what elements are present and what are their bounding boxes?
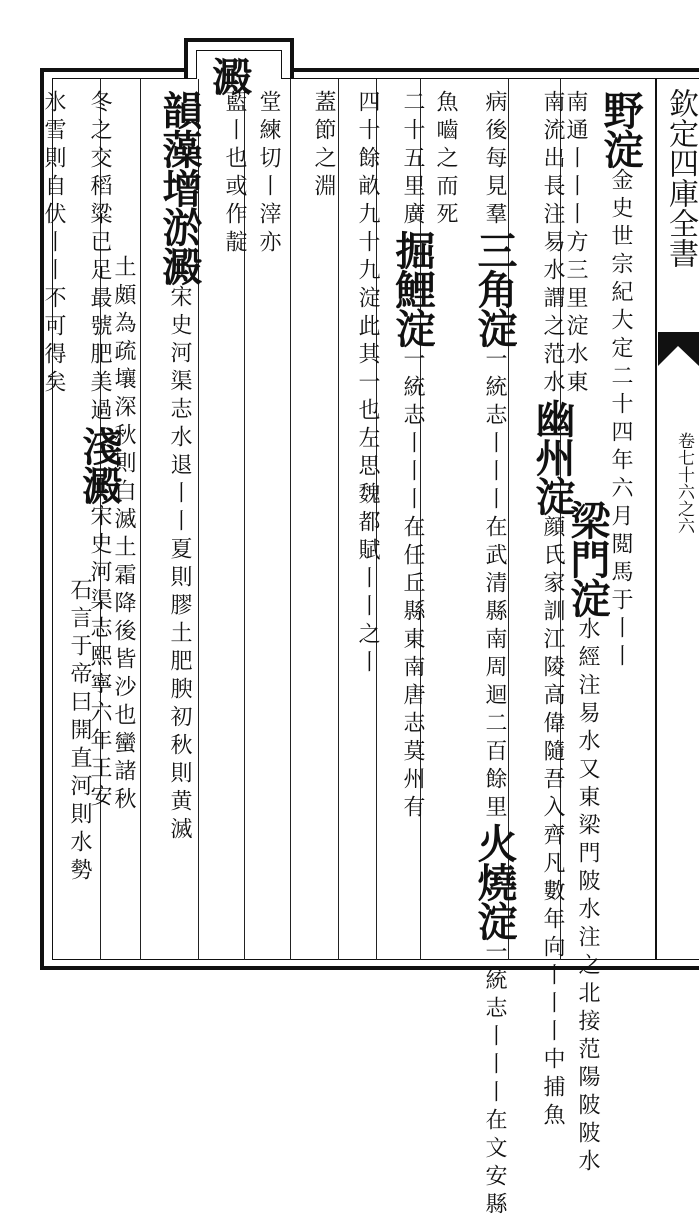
text-column [66, 578, 92, 886]
entry-text: 石言于帝曰開直河則水勢 [67, 578, 92, 886]
entry-text: 金史世宗紀大定二十四年六月閲馬于丨丨 [608, 168, 633, 672]
entry-text: 一統志丨丨丨在武清縣南周迴二百餘里 [482, 347, 507, 823]
entry-text: 魚嚙之而死 [433, 90, 458, 230]
text-column [155, 90, 203, 845]
entry-text: 宋史河渠志水退丨丨夏則膠土肥腴初秋則黄滅 [167, 285, 192, 845]
entry-heading: 三角淀 [471, 230, 518, 347]
text-column [470, 90, 518, 1220]
text-column [310, 90, 336, 202]
entry-text: 宋史河渠志熙寧六年王安 [87, 504, 112, 812]
text-column [528, 90, 576, 1131]
entry-text: 堂練切丨滓亦 [256, 90, 281, 258]
text-column [388, 90, 436, 823]
entry-text: 病後每見羣 [482, 90, 507, 230]
entry-text: 氷雪則自伏丨丨不可得矣 [41, 90, 66, 398]
fish-tail-mark [658, 332, 699, 366]
column-divider [140, 79, 141, 960]
entry-heading: 淺澱 [76, 426, 123, 504]
volume-label: 卷七十六之六 [674, 432, 694, 534]
entry-text: 藍丨也或作靛 [222, 90, 247, 258]
book-title: 欽定四庫全書 [663, 88, 698, 268]
entry-text: 南通丨丨丨方三里淀水東 [563, 90, 588, 398]
entry-text: 二十五里廣 [400, 90, 425, 230]
column-divider [338, 79, 339, 960]
entry-text: 一統志丨丨丨在文安縣 [482, 940, 507, 1220]
entry-text: 水經注易水又東梁門陂水注之北接范陽陂陂水 [575, 617, 600, 1177]
entry-text: 四十餘畝 [355, 90, 380, 202]
text-column [205, 56, 253, 95]
entry-heading: 幽州淀 [529, 398, 576, 515]
entry-heading: 增淤澱 [156, 168, 203, 285]
entry-text: 南流出長注易水謂之范水 [540, 90, 565, 398]
entry-text: 顔氏家訓江陵高偉隨吾入齊凡數年向丨丨丨中捕魚 [540, 515, 565, 1131]
entry-heading: 野淀 [597, 90, 644, 168]
text-column [255, 90, 281, 258]
entry-heading: 火燒淀 [471, 823, 518, 940]
entry-text: 九十九淀此其一也左思魏都賦丨丨之丨 [355, 202, 380, 678]
entry-text: 土頗為疏壤深秋則白滅土霜降後皆沙也蠻諸秋 [111, 255, 136, 815]
entry-heading: 韻藻 [156, 90, 203, 168]
text-column [221, 90, 247, 258]
entry-text: 蓋節之淵 [311, 90, 336, 202]
text-column [354, 90, 380, 678]
entry-heading: 梁門淀 [564, 500, 611, 617]
entry-text: 冬之交稻粱已足最號肥美過 [87, 90, 112, 426]
entry-heading: 澱 [206, 56, 253, 95]
entry-heading: 掘鯉淀 [389, 230, 436, 347]
text-column [40, 90, 66, 398]
column-divider [290, 79, 291, 960]
entry-text: 一統志丨丨丨在任丘縣東南唐志莫州有 [400, 347, 425, 823]
